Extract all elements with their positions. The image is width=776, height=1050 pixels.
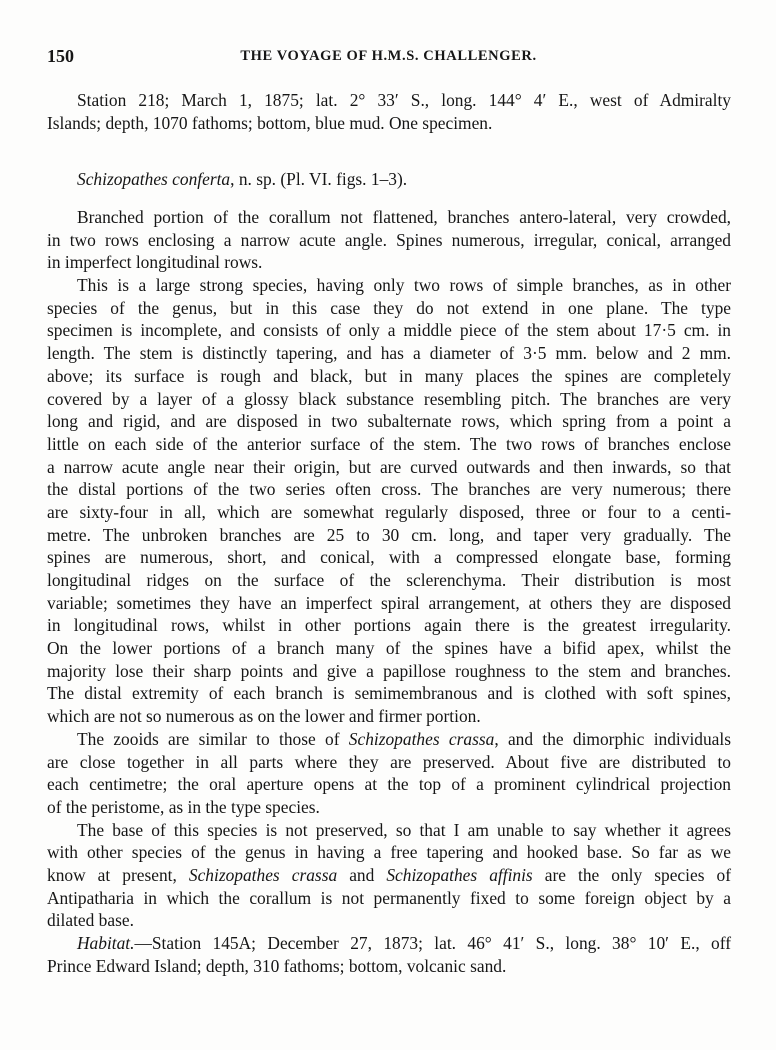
italic-text: Schizopathes affinis — [386, 864, 533, 885]
text-segment: The distal extremity of each branch is semimembranous and is clothed with soft spines, — [47, 683, 731, 704]
text-segment: metre. The unbroken branches are 25 to 30 cm. long, and taper very gradually. The — [47, 524, 731, 545]
text-segment: are close together in all parts where they are preserved. About five are distributed to — [47, 751, 731, 772]
text-segment: , and the dimorphic individuals — [494, 728, 731, 749]
text-line — [47, 751, 731, 774]
text-line — [47, 887, 731, 910]
text-line — [47, 206, 731, 229]
text-line — [47, 365, 731, 388]
text-segment: the distal portions of the two series often cross. The branches are very numerous; there — [47, 479, 731, 500]
text-segment: This is a large strong species, having only two rows of simple branches, as in other — [77, 275, 731, 296]
text-line — [47, 660, 731, 683]
text-line — [47, 796, 731, 819]
text-line — [47, 614, 731, 637]
text-line — [47, 456, 731, 479]
text-line — [47, 410, 731, 433]
text-segment: species of the genus, but in this case they do not extend in one plane. The type — [47, 297, 731, 318]
text-line — [47, 592, 731, 615]
text-segment: Prince Edward Island; depth, 310 fathoms; bottom, volcanic sand. — [47, 955, 507, 976]
text-segment: spines are numerous, short, and conical, with a compressed elongate base, forming — [47, 547, 731, 568]
text-line — [47, 682, 731, 705]
text-segment: a narrow acute angle near their origin, but are curved outwards and then inwards, so that — [47, 456, 731, 477]
text-segment: covered by a layer of a glossy black substance resembling pitch. The branches are very — [47, 388, 731, 409]
text-segment: long and rigid, and are disposed in two subalternate rows, which spring from a point a — [47, 411, 731, 432]
text-line — [47, 841, 731, 864]
italic-text: Habitat. — [77, 933, 135, 953]
text-segment: Antipatharia in which the corallum is not permanently fixed to some foreign object by a — [47, 887, 731, 908]
species-heading — [47, 168, 731, 191]
text-line — [47, 433, 731, 456]
species-description — [47, 206, 731, 977]
text-segment: length. The stem is distinctly tapering, and has a diameter of 3·5 mm. below and 2 mm. — [47, 343, 731, 364]
text-segment: majority lose their sharp points and give a papillose roughness to the stem and branches. — [47, 660, 731, 681]
text-line — [47, 342, 731, 365]
text-line — [47, 478, 731, 501]
text-line — [47, 569, 731, 592]
text-segment: variable; sometimes they have an imperfect spiral arrangement, at others they are disposed — [47, 592, 731, 613]
text-line — [47, 89, 731, 112]
page-number: 150 — [47, 46, 74, 66]
text-line — [47, 864, 731, 887]
text-segment: know at present, — [47, 864, 189, 885]
text-segment: with other species of the genus in having a free tapering and hooked base. So far as we — [47, 842, 731, 863]
text-line — [47, 909, 731, 932]
text-line — [47, 251, 731, 274]
text-segment: of the peristome, as in the type species. — [47, 796, 320, 817]
italic-text: Schizopathes crassa — [348, 728, 495, 749]
text-segment: which are not so numerous as on the lower and firmer portion. — [47, 706, 481, 727]
text-line — [47, 637, 731, 660]
text-segment: specimen is incomplete, and consists of only a middle piece of the stem about 17·5 cm. in — [47, 320, 731, 341]
text-line — [47, 524, 731, 547]
text-line — [47, 229, 731, 252]
text-line — [47, 274, 731, 297]
text-line — [47, 955, 731, 978]
text-line — [47, 112, 731, 135]
text-segment: , n. sp. (Pl. VI. figs. 1–3). — [230, 169, 408, 189]
text-segment: are the only species of — [532, 864, 731, 885]
station-record — [47, 89, 731, 134]
text-segment: little on each side of the anterior surface of the stem. The two rows of branches enclose — [47, 433, 731, 454]
italic-text: Schizopathes conferta — [77, 169, 231, 189]
text-line — [47, 501, 731, 524]
text-segment: each centimetre; the oral aperture opens at the top of a prominent cylindrical projection — [47, 774, 731, 795]
text-segment: are sixty-four in all, which are somewhat regularly disposed, three or four to a centi- — [47, 501, 731, 522]
text-segment: in two rows enclosing a narrow acute angle. Spines numerous, irregular, conical, arranged — [47, 229, 731, 250]
text-line — [47, 728, 731, 751]
text-segment: Branched portion of the corallum not flattened, branches antero-lateral, very crowded, — [77, 207, 731, 227]
text-line — [47, 319, 731, 342]
text-line — [47, 388, 731, 411]
text-segment: and — [337, 864, 387, 885]
text-line — [47, 168, 731, 191]
text-segment: dilated base. — [47, 910, 134, 931]
text-segment: —Station 145A; December 27, 1873; lat. 46° 41′ S., long. 38° 10′ E., off — [134, 933, 731, 953]
text-segment: On the lower portions of a branch many of the spines have a bifid apex, whilst the — [47, 638, 731, 659]
text-segment: Station 218; March 1, 1875; lat. 2° 33′ S., long. 144° 4′ E., west of Admiralty — [77, 90, 731, 110]
text-line — [47, 773, 731, 796]
running-title: THE VOYAGE OF H.M.S. CHALLENGER. — [240, 48, 537, 64]
text-segment: above; its surface is rough and black, but in many places the spines are completely — [47, 365, 731, 386]
text-line — [47, 705, 731, 728]
text-segment: in longitudinal rows, whilst in other portions again there is the greatest irregularity. — [47, 615, 731, 636]
text-segment: The base of this species is not preserved, so that I am unable to say whether it agrees — [77, 819, 731, 840]
text-segment: Islands; depth, 1070 fathoms; bottom, blue mud. One specimen. — [47, 112, 493, 133]
text-segment: in imperfect longitudinal rows. — [47, 252, 263, 273]
italic-text: Schizopathes crassa — [188, 864, 338, 885]
text-line — [47, 297, 731, 320]
text-segment: The zooids are similar to those of — [77, 728, 349, 749]
text-segment: longitudinal ridges on the surface of the sclerenchyma. Their distribution is most — [47, 570, 731, 590]
text-line — [47, 932, 731, 955]
text-line — [47, 546, 731, 569]
text-line — [47, 819, 731, 842]
page-header — [47, 46, 730, 68]
